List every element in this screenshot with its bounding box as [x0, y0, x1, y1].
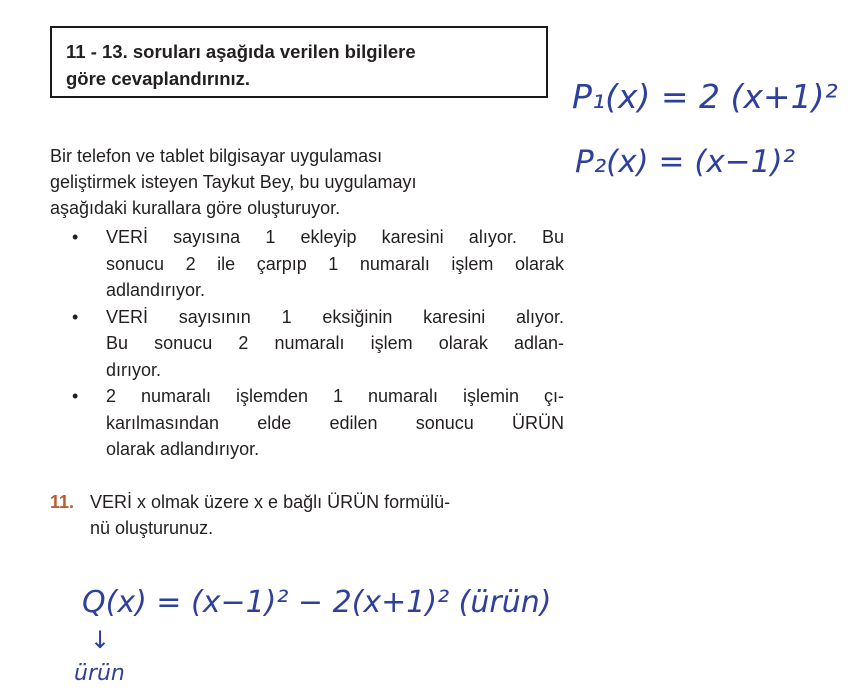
rule-item [72, 304, 564, 384]
rule-item [72, 224, 564, 304]
section-header-box [50, 26, 548, 98]
question-line: nü oluşturunuz. [90, 518, 214, 538]
handwritten-arrow: ↓ [90, 626, 111, 654]
question-line: VERİ x olmak üzere x e bağlı ÜRÜN formülü- [90, 492, 451, 512]
question-number: 11. [50, 492, 75, 512]
intro-line: geliştirmek isteyen Taykut Bey, bu uygulamayı [50, 172, 417, 192]
handwritten-p2: P₂(x) = (x−1)² [575, 144, 795, 180]
rule-line: olarak adlandırıyor. [106, 439, 260, 459]
intro-line: aşağıdaki kurallara göre oluşturuyor. [50, 198, 341, 218]
rules-list [72, 224, 564, 463]
rule-line: adlandırıyor. [106, 280, 206, 300]
header-line: 11 - 13. soruları aşağıda verilen bilgilere [66, 41, 416, 62]
handwritten-label: ürün [74, 661, 125, 686]
rule-line: sonucu 2 ile çarpıp 1 numaralı işlem olarak [106, 253, 564, 274]
bullet-icon: • [72, 386, 79, 406]
question-11 [50, 489, 450, 541]
bullet-icon: • [72, 306, 79, 327]
bullet-icon: • [72, 227, 79, 247]
rule-item [72, 383, 564, 463]
handwritten-answer: Q(x) = (x−1)² − 2(x+1)² (ürün) [82, 585, 552, 620]
rule-line: 2 numaralı işlemden 1 numaralı işlemin çı- [106, 386, 564, 406]
rule-line: VERİ sayısına 1 ekleyip karesini alıyor. Bu [106, 227, 564, 247]
rule-line: Bu sonucu 2 numaralı işlem olarak adlan- [106, 333, 564, 353]
intro-line: Bir telefon ve tablet bilgisayar uygulaması [50, 146, 383, 166]
rule-line: karılmasından elde edilen sonucu ÜRÜN [106, 412, 564, 433]
handwritten-p1: P₁(x) = 2 (x+1)² [572, 77, 838, 116]
rule-line: dırıyor. [106, 359, 162, 380]
rule-line: VERİ sayısının 1 eksiğinin karesini alıyor. [106, 306, 564, 327]
intro-paragraph [50, 143, 417, 221]
header-line: göre cevaplandırınız. [66, 68, 251, 89]
